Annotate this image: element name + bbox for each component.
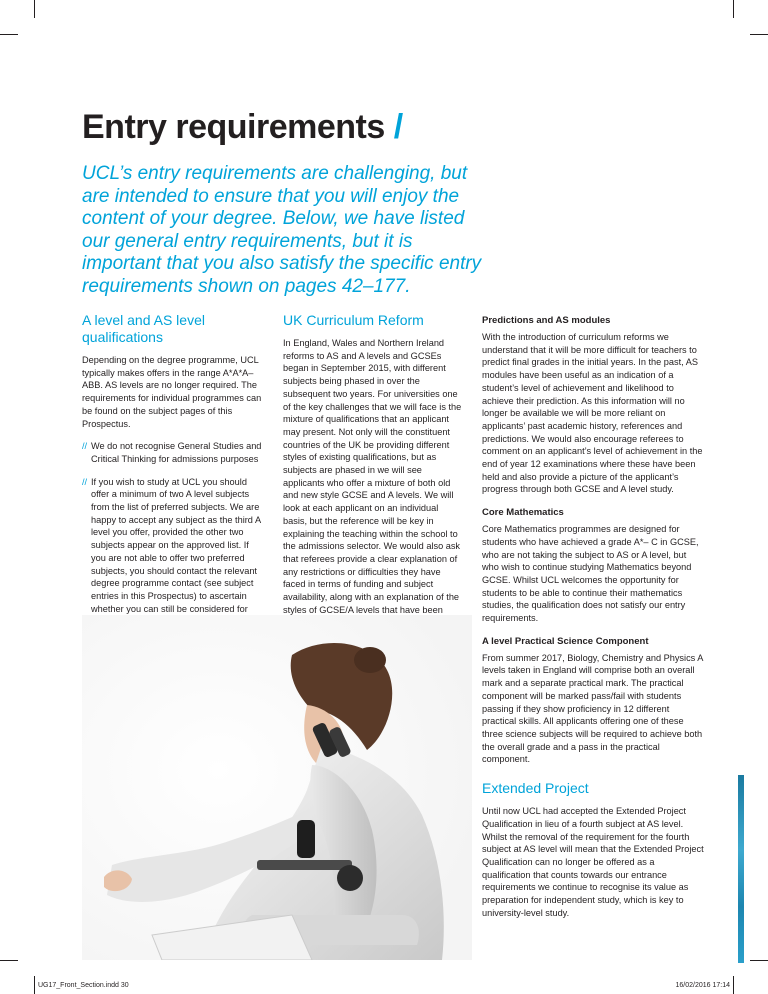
crop-mark [34,976,35,994]
crop-mark [34,0,35,18]
crop-mark [750,960,768,961]
column-curriculum-reform [283,312,463,639]
practical-science-paragraph: From summer 2017, Biology, Chemistry and Physics A levels taken in England will comprise both an overall mark and a separate practical mark. The practical component will be marked pass/fail with students passing if they show proficiency in 12 different practical skills. All applicants offering one of these three science subjects will be required to achieve both the overall grade and a pass in the practical component. [482,652,703,765]
crop-mark [0,960,18,961]
bullet-mark: // [82,441,88,452]
predictions-heading: Predictions and AS modules [482,315,611,326]
page-title: Entry requirements / [82,108,403,146]
column-right [482,314,704,929]
crop-mark [750,34,768,35]
curriculum-reform-paragraph: In England, Wales and Northern Ireland reforms to AS and A levels and GCSEs began in September 2015, with different subjects being phased in over the subsequent two years. For universities one of the key challenges that we will face is the mixture of qualifications that an applicant may present. Not only will the constituent countries of the UK be providing different styles of existing qualifications, but as subjects are phased in we will see applicants who offer a mixture of both old and new style GCSE and A levels. We will look at each applicant on an individual basis, but the reference will be key in explaining the teaching within the school to the admissions selector. We would also ask that referees provide a clear explanation of any restrictions or difficulties they have faced in terms of funding and subject availability, along with an explanation of the styles of GCSE/A levels that have been [283,338,462,615]
intro-text: UCL’s entry requirements are challenging, but are intended to ensure that you will enjoy the content of your degree. Below, we have listed our general entry requirements, but it is important that you also satisfy the specific entry requirements shown on pages 42–177. [82,163,482,297]
side-color-bar [738,775,744,963]
extended-project-heading: Extended Project [482,780,589,797]
core-maths-heading: Core Mathematics [482,507,564,519]
core-maths-paragraph: Core Mathematics programmes are designed for students who have achieved a grade A*– C in GCSE, who are not taking the subject to AS or A level, but who wish to continue studying Mathematics beyond GCSE. Whilst UCL welcomes the opportunity for students to be able to continue their mathematics studies, the qualification does not satisfy our entry requirements. [482,524,699,624]
a-level-heading: A level and AS level qualifications [82,312,205,345]
microscope-objective [297,820,315,858]
footer-file-info: UG17_Front_Section.indd 30 [38,982,129,989]
predictions-paragraph: With the introduction of curriculum reforms we understand that it will be more difficult for teachers to predict final grades in the initial years. In the past, AS modules have been useful as an indication of a student’s level of achievement and likelihood to achieve their prediction. As this information will no longer be available we will be more reliant on applicants’ past academic history, references and predictions. We would also encourage referees to comment on an applicant’s level of achievement in the end of year 12 examinations where these have been held and also provide a picture of the applicant’s progress through both GCSE and A level study. [482,332,703,495]
crop-mark [733,976,734,994]
hair-bun [354,647,386,673]
bullet-general-studies: // We do not recognise General Studies and Critical Thinking for admissions purposes [82,441,262,464]
title-slash: / [393,108,403,146]
bullet-preferred-subjects: // If you wish to study at UCL you should offer a minimum of two A level subjects from the list of preferred subjects. We are happy to accept any subject as the third A level you offer, provided the other two subjects appear on the approved list. If you are not able to offer two preferred subjects, you should contact the relevant degree programme contact (see subject entries in this Prospectus) to ascertain whether you can still be considered for [82,476,261,614]
practical-science-heading: A level Practical Science Component [482,635,649,647]
extended-project-paragraph: Until now UCL had accepted the Extended Project Qualification in lieu of a fourth subject at AS level. Whilst the removal of the requirement for the fourth subject at AS level will mean that the Extended Project Qualification can no longer be offered as a qualification that counts towards our entrance requirements we continue to recognise its value as preparation for independent study, which is key to university-level study. [482,806,704,918]
bullet-mark: // [82,476,88,487]
a-level-paragraph: Depending on the degree programme, UCL typically makes offers in the range A*A*A–ABB. AS levels are no longer required. The requirements for individual programmes can be found on the subject pages of this Prospectus. [82,355,262,429]
footer-date: 16/02/2016 17:14 [675,982,730,989]
microscope-stage [257,860,352,870]
crop-mark [0,34,18,35]
crop-mark [733,0,734,18]
microscope-knob [337,865,363,891]
scientist-microscope-photo [82,615,472,960]
curriculum-reform-heading: UK Curriculum Reform [283,312,424,328]
